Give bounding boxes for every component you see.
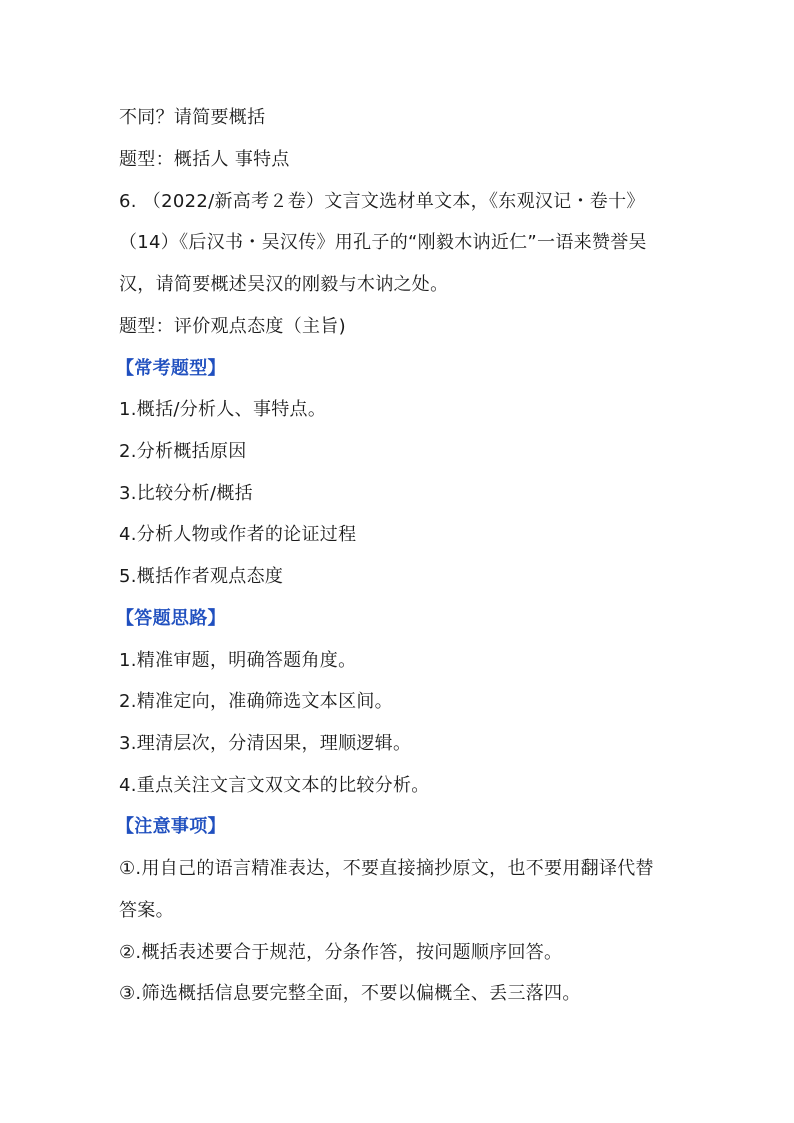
section-heading-common-types: 【常考题型】 <box>116 358 226 379</box>
list-item: ①.用自己的语言精准表达，不要直接摘抄原文，也不要用翻译代替 <box>119 858 654 879</box>
list-item: 4.分析人物或作者的论证过程 <box>119 524 357 545</box>
list-item: 2.精准定向，准确筛选文本区间。 <box>119 691 393 712</box>
list-item: 答案。 <box>119 900 174 921</box>
list-item: 2.分析概括原因 <box>119 441 247 462</box>
question-text-line: 不同？请简要概括 <box>119 107 266 128</box>
list-item: 3.理清层次，分清因果，理顺逻辑。 <box>119 733 412 754</box>
section-heading-notes: 【注意事项】 <box>116 816 226 837</box>
question-text-line: （14）《后汉书・吴汉传》用孔子的“刚毅木讷近仁”一语来赞誉吴 <box>119 232 647 253</box>
list-item: 1.精准审题，明确答题角度。 <box>119 650 357 671</box>
list-item: ③.筛选概括信息要完整全面，不要以偏概全、丢三落四。 <box>119 983 581 1004</box>
list-item: ②.概括表述要合于规范，分条作答，按问题顺序回答。 <box>119 942 563 963</box>
list-item: 5.概括作者观点态度 <box>119 566 284 587</box>
section-heading-answer-approach: 【答题思路】 <box>116 608 226 629</box>
list-item: 1.概括/分析人、事特点。 <box>119 399 327 420</box>
list-item: 3.比较分析/概括 <box>119 483 253 504</box>
question-type-label: 题型：概括人 事特点 <box>119 149 290 170</box>
question-text-line: 6. （2022/新高考２卷）文言文选材单文本，《东观汉记・卷十》 <box>119 191 645 212</box>
question-text-line: 汉，请简要概述吴汉的刚毅与木讷之处。 <box>119 274 449 295</box>
question-type-label: 题型：评价观点态度（主旨) <box>119 316 346 337</box>
list-item: 4.重点关注文言文双文本的比较分析。 <box>119 775 430 796</box>
